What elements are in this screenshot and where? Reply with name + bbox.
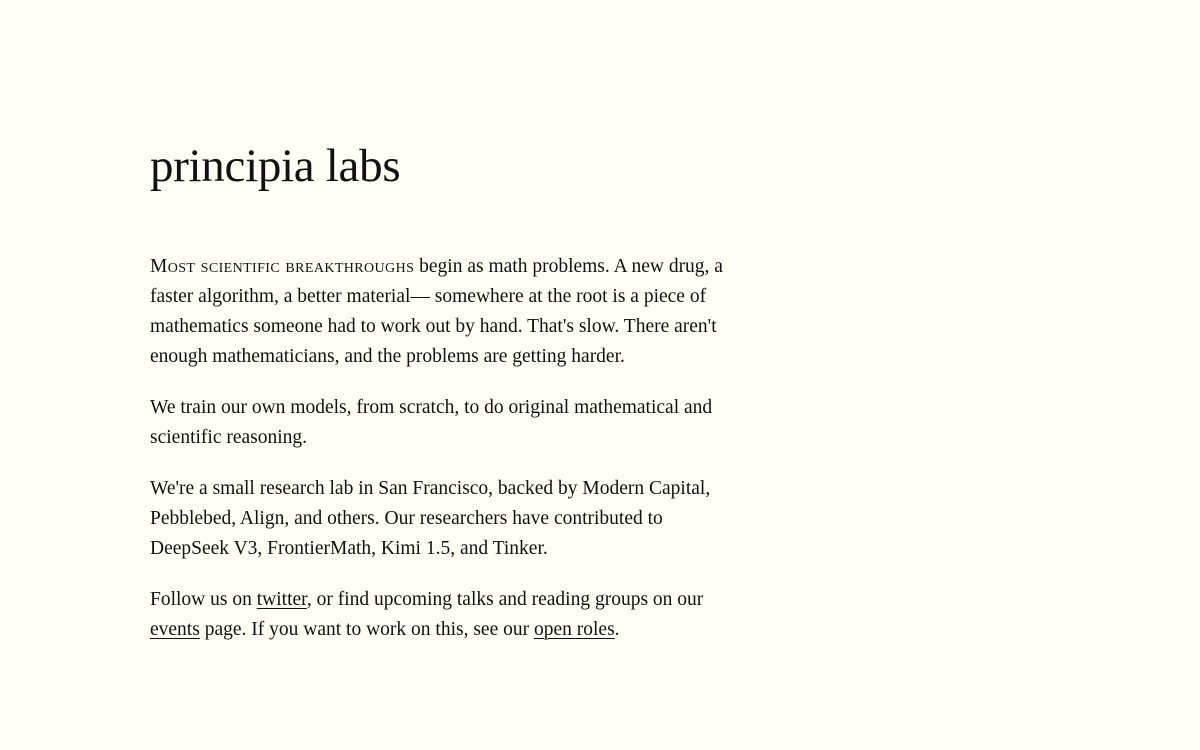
open-roles-link[interactable]: open roles (533, 619, 615, 640)
events-link[interactable]: events (150, 619, 200, 640)
site-title: principia labs (150, 140, 401, 192)
intro-rest: begin as math problems. A new drug, a faster algorithm, a better material— somewhere at the root is a piece of mathematics someone had to work out by hand. That's slow. There aren't enough mathematicians, and the problems are getting harder. (150, 256, 723, 367)
follow-text-1: Follow us on (150, 589, 257, 610)
follow-paragraph (150, 585, 730, 645)
follow-text-2: , or find upcoming talks and reading groups on our (306, 589, 704, 610)
body-text (150, 252, 730, 645)
about-paragraph: We're a small research lab in San Francisco, backed by Modern Capital, Pebblebed, Align, and others. Our researchers have contributed to DeepSeek V3, FrontierMath, Kimi 1.5, and Tinker. (150, 478, 711, 559)
follow-text-3: page. If you want to work on this, see our (199, 619, 534, 640)
follow-text-end: . (614, 619, 620, 640)
intro-lead: Most scientific breakthroughs (150, 256, 415, 277)
main-content (150, 138, 730, 666)
intro-paragraph (150, 252, 730, 372)
twitter-link[interactable]: twitter (256, 589, 307, 610)
mission-paragraph: We train our own models, from scratch, to do original mathematical and scientific reasoning. (150, 397, 713, 448)
